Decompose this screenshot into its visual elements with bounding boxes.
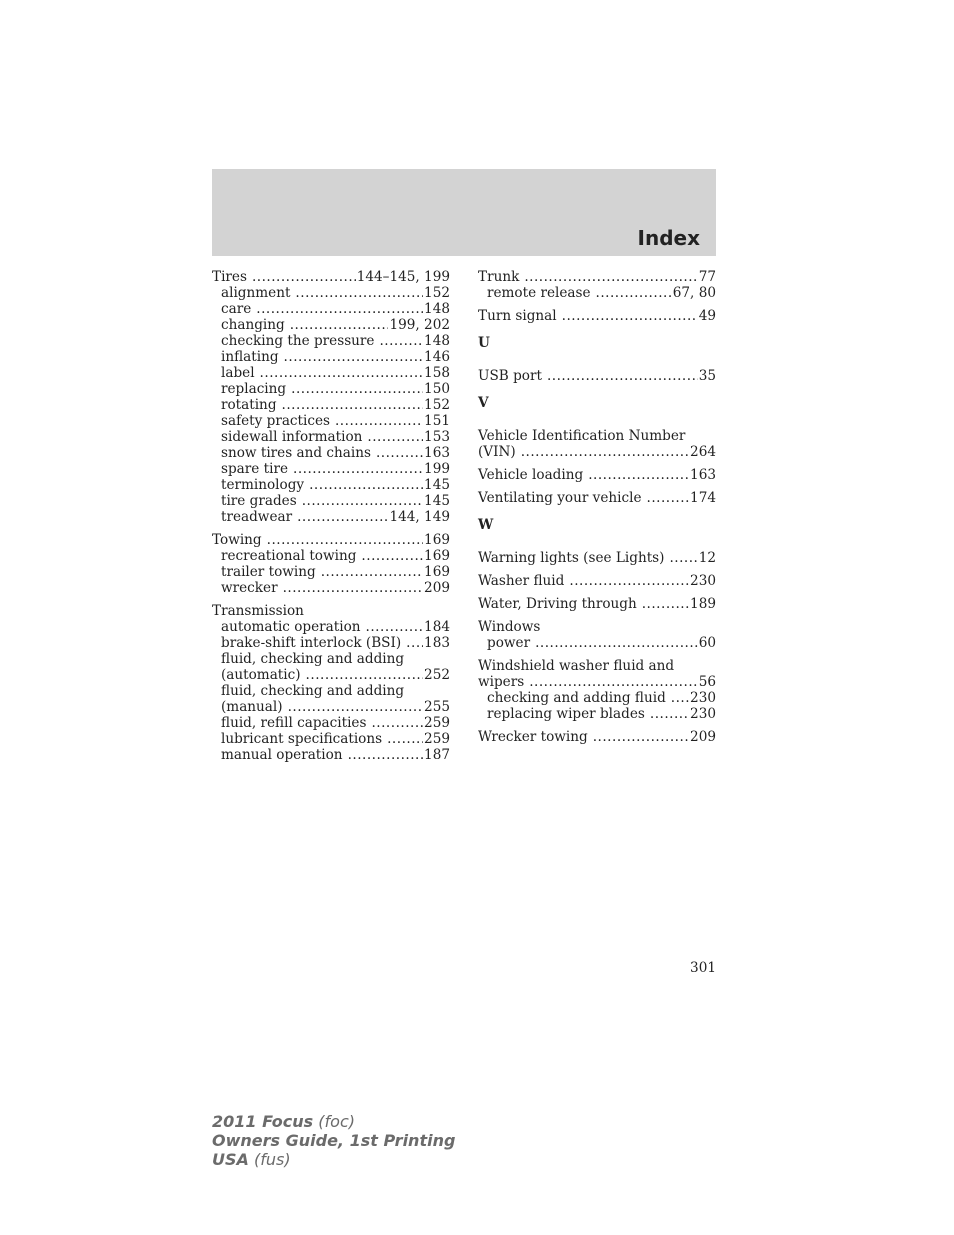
dot-leader (267, 532, 423, 548)
index-subentry (212, 429, 450, 445)
index-page-ref: 187 (424, 747, 450, 763)
index-entry-label: tire grades (221, 493, 297, 509)
dot-leader (669, 550, 697, 566)
dot-leader (379, 333, 423, 349)
index-subentry (212, 715, 450, 731)
index-entry (478, 368, 716, 384)
spacer (478, 566, 716, 573)
dot-leader (529, 674, 697, 690)
index-subentry (212, 397, 450, 413)
index-entry-label: rotating (221, 397, 277, 413)
index-page-ref: 153 (424, 429, 450, 445)
index-page-ref: 199, 202 (389, 317, 450, 333)
index-entry (478, 467, 716, 483)
footer-line-3: USA (fus) (212, 1150, 291, 1169)
index-subentry (212, 413, 450, 429)
index-entry-label: replacing wiper blades (487, 706, 645, 722)
dot-leader (291, 381, 423, 397)
dot-leader (288, 699, 423, 715)
dot-leader (642, 596, 689, 612)
index-entry (478, 550, 716, 566)
index-entry-label: alignment (221, 285, 291, 301)
index-entry-text: fluid, checking and adding (221, 651, 405, 667)
dot-leader (256, 301, 423, 317)
index-entry-label: checking and adding fluid (487, 690, 666, 706)
index-entry (478, 573, 716, 589)
index-entry-label: trailer towing (221, 564, 316, 580)
index-entry-label: Vehicle loading (478, 467, 584, 483)
index-entry (478, 444, 716, 460)
dot-leader (650, 706, 689, 722)
index-entry-label: (VIN) (478, 444, 516, 460)
dot-leader (376, 445, 423, 461)
dot-leader (596, 285, 672, 301)
index-subentry (212, 285, 450, 301)
index-subentry (212, 731, 450, 747)
index-page-ref: 67, 80 (672, 285, 716, 301)
dot-leader (252, 269, 356, 285)
index-page-ref: 184 (424, 619, 450, 635)
spacer (478, 612, 716, 619)
index-page-ref: 255 (424, 699, 450, 715)
index-page-ref: 145 (424, 493, 450, 509)
index-page-ref: 152 (424, 397, 450, 413)
index-entry-label: power (487, 635, 531, 651)
index-page-ref: 259 (424, 731, 450, 747)
index-entry (212, 532, 450, 548)
index-subentry (478, 706, 716, 722)
index-subentry (212, 619, 450, 635)
index-subentry (212, 445, 450, 461)
index-entry-label: Ventilating your vehicle (478, 490, 642, 506)
index-entry (478, 269, 716, 285)
index-letter-heading: W (478, 517, 494, 533)
index-entry (478, 729, 716, 745)
index-entry-label: safety practices (221, 413, 330, 429)
index-entry-label: recreational towing (221, 548, 357, 564)
dot-leader (387, 731, 423, 747)
page-number: 301 (690, 960, 716, 976)
index-entry-label: Wrecker towing (478, 729, 588, 745)
index-entry-text: Vehicle Identification Number (478, 428, 686, 444)
index-subentry (212, 699, 450, 715)
dot-leader (306, 667, 424, 683)
index-page-ref: 151 (424, 413, 450, 429)
index-subentry (212, 548, 450, 564)
index-entry-label: automatic operation (221, 619, 361, 635)
index-page-ref: 199 (424, 461, 450, 477)
index-entry-label: manual operation (221, 747, 343, 763)
index-letter-heading: V (478, 395, 489, 411)
index-page-ref: 145 (424, 477, 450, 493)
index-subentry (212, 317, 450, 333)
index-page-ref: 163 (690, 467, 716, 483)
index-subentry (212, 381, 450, 397)
index-page-ref: 230 (690, 706, 716, 722)
index-subentry (478, 285, 716, 301)
index-page-ref: 35 (698, 368, 716, 384)
dot-leader (348, 747, 423, 763)
index-entry-label: (manual) (221, 699, 283, 715)
index-page-ref: 209 (424, 580, 450, 596)
dot-leader (547, 368, 698, 384)
dot-leader (593, 729, 689, 745)
index-subentry (212, 461, 450, 477)
spacer (478, 301, 716, 308)
index-subentry (212, 349, 450, 365)
dot-leader (295, 285, 423, 301)
footer-line-2: Owners Guide, 1st Printing (212, 1131, 456, 1150)
index-entry-label: changing (221, 317, 285, 333)
dot-leader (371, 715, 423, 731)
dot-leader (309, 477, 423, 493)
index-letter-heading: U (478, 335, 490, 351)
index-entry-label: treadwear (221, 509, 293, 525)
dot-leader (647, 490, 690, 506)
index-entry-label: sidewall information (221, 429, 363, 445)
index-subentry (478, 690, 716, 706)
index-subentry (478, 635, 716, 651)
dot-leader (671, 690, 689, 706)
index-entry-label: Water, Driving through (478, 596, 637, 612)
index-page-ref: 189 (690, 596, 716, 612)
index-entry-label: Washer fluid (478, 573, 565, 589)
index-entry-label: USB port (478, 368, 542, 384)
index-entry-text: Windshield washer fluid and (478, 658, 675, 674)
dot-leader (297, 509, 388, 525)
index-subentry (212, 365, 450, 381)
index-page-ref: 152 (424, 285, 450, 301)
index-page-ref: 169 (424, 548, 450, 564)
index-entry-text: Transmission (212, 603, 304, 619)
index-entry-label: Warning lights (see Lights) (478, 550, 665, 566)
index-entry-label: Tires (212, 269, 247, 285)
index-entry-label: label (221, 365, 255, 381)
index-entry-label: brake-shift interlock (BSI) (221, 635, 402, 651)
index-entry (478, 308, 716, 324)
index-entry-text: Windows (478, 619, 541, 635)
index-page-ref: 12 (698, 550, 716, 566)
index-page-ref: 158 (424, 365, 450, 381)
dot-leader (367, 429, 423, 445)
index-entry-label: fluid, refill capacities (221, 715, 367, 731)
index-page-ref: 56 (698, 674, 716, 690)
dot-leader (302, 493, 423, 509)
index-entry-label: Trunk (478, 269, 520, 285)
dot-leader (562, 308, 698, 324)
dot-leader (290, 317, 389, 333)
index-subentry (212, 564, 450, 580)
dot-leader (366, 619, 424, 635)
index-page-ref: 150 (424, 381, 450, 397)
index-entry-label: wipers (478, 674, 525, 690)
index-subentry (212, 509, 450, 525)
index-page-ref: 148 (424, 333, 450, 349)
dot-leader (535, 635, 698, 651)
index-entry-text: fluid, checking and adding (221, 683, 405, 699)
index-entry (478, 596, 716, 612)
spacer (212, 525, 450, 532)
index-entry-label: care (221, 301, 252, 317)
header-band (212, 169, 716, 256)
index-entry-label: Turn signal (478, 308, 557, 324)
dot-leader (335, 413, 423, 429)
dot-leader (588, 467, 689, 483)
index-page-ref: 183 (424, 635, 450, 651)
index-entry-label: Towing (212, 532, 262, 548)
dot-leader (283, 580, 423, 596)
dot-leader (569, 573, 689, 589)
index-page-ref: 146 (424, 349, 450, 365)
index-page-ref: 252 (424, 667, 450, 683)
index-page-ref: 174 (690, 490, 716, 506)
index-subentry (212, 333, 450, 349)
index-entry (212, 269, 450, 285)
index-page-ref: 49 (698, 308, 716, 324)
index-entry-label: inflating (221, 349, 279, 365)
index-entry-label: (automatic) (221, 667, 301, 683)
index-page-ref: 259 (424, 715, 450, 731)
index-page-ref: 230 (690, 573, 716, 589)
dot-leader (282, 397, 424, 413)
dot-leader (321, 564, 423, 580)
index-entry-label: terminology (221, 477, 305, 493)
index-entry-label: checking the pressure (221, 333, 375, 349)
index-entry-label: lubricant specifications (221, 731, 383, 747)
index-page-ref: 148 (424, 301, 450, 317)
index-subentry (212, 477, 450, 493)
index-subentry (212, 747, 450, 763)
spacer (478, 722, 716, 729)
index-entry-label: wrecker (221, 580, 278, 596)
index-subentry (212, 493, 450, 509)
index-entry-label: snow tires and chains (221, 445, 371, 461)
spacer (478, 483, 716, 490)
footer-line-1: 2011 Focus (foc) (212, 1112, 355, 1131)
index-page-ref: 60 (698, 635, 716, 651)
spacer (478, 460, 716, 467)
index-page-ref: 169 (424, 564, 450, 580)
dot-leader (521, 444, 689, 460)
index-page-ref: 264 (690, 444, 716, 460)
dot-leader (284, 349, 424, 365)
index-column-left (212, 269, 450, 763)
index-page-ref: 144, 149 (389, 509, 450, 525)
index-subentry (212, 301, 450, 317)
dot-leader (293, 461, 423, 477)
dot-leader (361, 548, 423, 564)
index-entry (478, 490, 716, 506)
index-subentry (212, 580, 450, 596)
index-entry-label: spare tire (221, 461, 288, 477)
spacer (478, 651, 716, 658)
index-subentry (212, 667, 450, 683)
footer (212, 1112, 455, 1169)
index-page-ref: 144–145, 199 (356, 269, 450, 285)
spacer (478, 589, 716, 596)
index-entry-label: replacing (221, 381, 287, 397)
dot-leader (260, 365, 424, 381)
index-page-ref: 169 (424, 532, 450, 548)
index-column-right (478, 269, 716, 745)
index-page-ref: 163 (424, 445, 450, 461)
dot-leader (406, 635, 423, 651)
dot-leader (524, 269, 697, 285)
index-subentry (212, 635, 450, 651)
spacer (212, 596, 450, 603)
page-title: Index (637, 226, 700, 250)
index-page-ref: 230 (690, 690, 716, 706)
index-entry (478, 674, 716, 690)
index-page-ref: 77 (698, 269, 716, 285)
index-page-ref: 209 (690, 729, 716, 745)
index-entry-label: remote release (487, 285, 591, 301)
